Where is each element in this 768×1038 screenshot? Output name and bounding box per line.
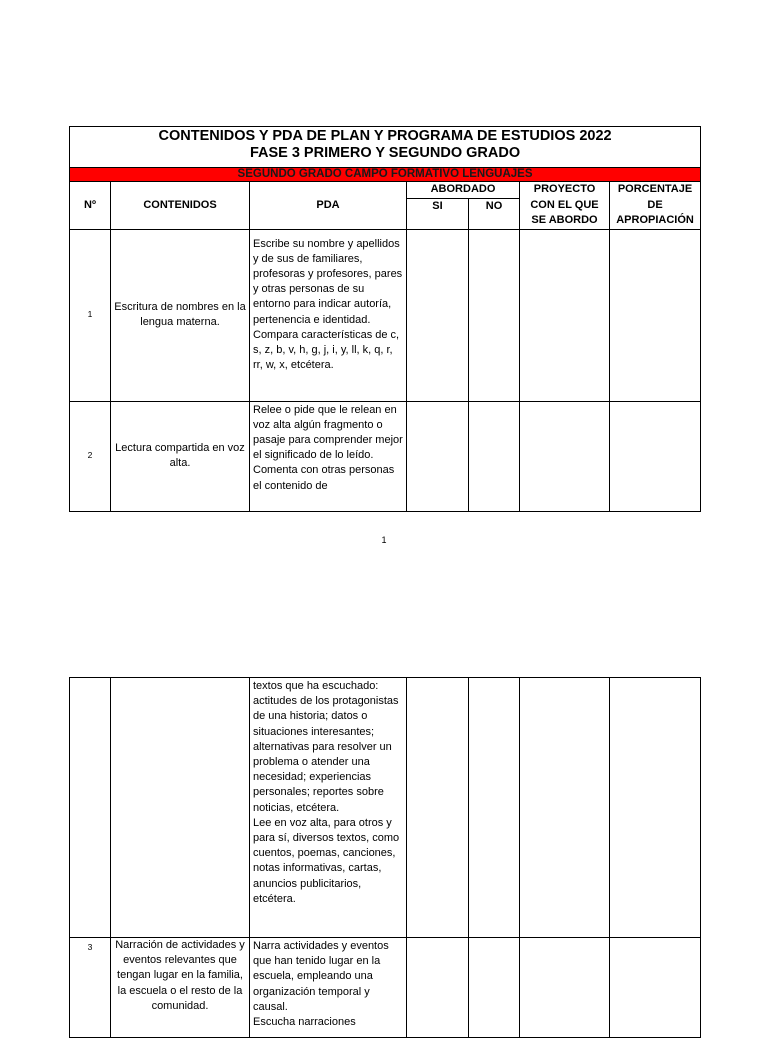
row-porcentaje-cell [610, 401, 701, 511]
row-no-cell [469, 229, 520, 401]
row-number: 2 [70, 401, 111, 511]
row-si-cell [407, 678, 469, 938]
row-porcentaje-cell [610, 938, 701, 1038]
table-row [70, 678, 701, 938]
row-proyecto-cell [520, 678, 610, 938]
header-no: NO [469, 199, 520, 229]
row-no-cell [469, 938, 520, 1038]
row-proyecto-cell [520, 401, 610, 511]
contenidos-table-page-1 [69, 126, 701, 512]
row-proyecto-cell [520, 229, 610, 401]
table-row [70, 401, 701, 511]
header-contenidos: CONTENIDOS [111, 182, 250, 230]
header-abordado: ABORDADO [407, 182, 520, 199]
row-si-cell [407, 229, 469, 401]
row-pda: textos que ha escuchado: actitudes de los protagonistas de una historia; datos o situaciones interesantes; alternativas para resolver un problema o atender una necesidad; experiencias personales; reportes sobre noticias, etcétera. Lee en voz alta, para otros y para sí, diversos textos, como cuentos, poemas, canciones, notas informativas, cartas, anuncios publicitarios, etcétera. [250, 678, 407, 938]
row-porcentaje-cell [610, 678, 701, 938]
row-contenido: Narración de actividades y eventos relevantes que tengan lugar en la familia, la escuela o el resto de la comunidad. [111, 938, 250, 1038]
row-pda: Escribe su nombre y apellidos y de sus de familiares, profesoras y profesores, pares y otras personas de su entorno para indicar autoría, pertenencia e identidad. Compara características de c, s, z, b, v, h, g, j, i, y, ll, k, q, r, rr, w, x, etcétera. [250, 229, 407, 401]
row-si-cell [407, 401, 469, 511]
header-num: Nº [70, 182, 111, 230]
row-no-cell [469, 678, 520, 938]
table-row [70, 938, 701, 1038]
header-proyecto: PROYECTO CON EL QUE SE ABORDO [520, 182, 610, 230]
row-no-cell [469, 401, 520, 511]
row-pda: Narra actividades y eventos que han tenido lugar en la escuela, empleando una organización temporal y causal. Escucha narraciones [250, 938, 407, 1038]
title-line-2: FASE 3 PRIMERO Y SEGUNDO GRADO [249, 145, 521, 161]
header-si: SI [407, 199, 469, 229]
row-si-cell [407, 938, 469, 1038]
row-number [70, 678, 111, 938]
row-contenido: Lectura compartida en voz alta. [111, 401, 250, 511]
document-title [70, 127, 701, 168]
title-line-1: CONTENIDOS Y PDA DE PLAN Y PROGRAMA DE ESTUDIOS 2022 [158, 128, 612, 144]
contenidos-table-page-2 [69, 677, 701, 1038]
row-porcentaje-cell [610, 229, 701, 401]
row-contenido [111, 678, 250, 938]
row-number: 1 [70, 229, 111, 401]
row-contenido: Escritura de nombres en la lengua materna. [111, 229, 250, 401]
table-row [70, 229, 701, 401]
row-proyecto-cell [520, 938, 610, 1038]
section-band: SEGUNDO GRADO CAMPO FORMATIVO LENGUAJES [70, 168, 701, 182]
row-number: 3 [70, 938, 111, 1038]
row-pda: Relee o pide que le relean en voz alta algún fragmento o pasaje para comprender mejor el significado de lo leído. Comenta con otras personas el contenido de [250, 401, 407, 511]
header-porcentaje: PORCENTAJE DE APROPIACIÓN [610, 182, 701, 230]
header-pda: PDA [250, 182, 407, 230]
page-number: 1 [381, 535, 387, 545]
